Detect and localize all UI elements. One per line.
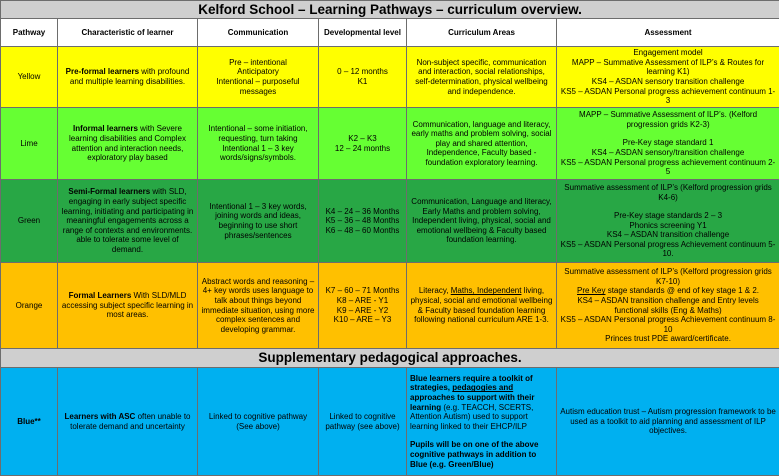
developmental-line: K7 – 60 – 71 Months	[325, 286, 400, 296]
developmental-cell	[319, 263, 407, 349]
header-curriculum: Curriculum Areas	[407, 19, 557, 47]
assessment-line: Pre-Key stage standard 1	[622, 138, 714, 148]
communication-cell	[198, 263, 319, 349]
header-pathway: Pathway	[1, 19, 58, 47]
assessment-line	[560, 286, 776, 296]
communication-cell	[198, 47, 319, 108]
curriculum-text: Literacy,	[418, 286, 451, 296]
developmental-cell	[319, 180, 407, 263]
learner-type: Informal learners	[73, 124, 138, 134]
assessment-line: Engagement model	[633, 48, 703, 58]
communication-line: Anticipatory	[237, 67, 279, 77]
pathway-row-yellow	[1, 47, 779, 108]
curriculum-cell	[407, 368, 557, 476]
assessment-line: KS4 – ASDAN sensory/transition challenge	[591, 148, 745, 157]
assessment-cell	[557, 47, 779, 108]
curriculum-text-underlined: Maths, Independent	[450, 286, 522, 296]
assessment-line: Summative assessment of ILP’s (Kelford progression grids K4-6)	[564, 182, 772, 202]
learner-description: With SLD/MLD accessing subject specific learning in most areas.	[61, 291, 194, 320]
communication-line: Intentional – some initiation, requesting, turn taking	[208, 124, 308, 143]
assessment-line: KS4 – ASDAN transition challenge and Entry levels functional skills (Eng & Maths)	[577, 295, 759, 315]
header-developmental: Developmental level	[319, 19, 407, 47]
title-row	[1, 1, 779, 19]
assessment-line: KS4 – ASDAN sensory transition challenge	[591, 77, 745, 86]
communication-line: Intentional 1 – 3 key words, joining words and ideas, beginning to use short phrases/sentences	[209, 201, 307, 240]
curriculum-cell: Communication, Language and literacy, Early Maths and problem solving, Independent living, physical, social and emotional wellbeing & Faculty based foundation learning.	[407, 180, 557, 263]
curriculum-note: Pupils will be on one of the above cognitive pathways in addition to Blue (e.g. Green/Blue)	[410, 440, 539, 469]
learner-characteristic	[58, 108, 198, 180]
assessment-spacer	[560, 129, 776, 138]
developmental-line: K10 – ARE – Y3	[333, 315, 392, 325]
learner-description: with SLD, engaging in early subject specific learning, initiating and participating in meaningful engagements across a range of contexts and environments. able to tolerate some level of demand.	[61, 187, 194, 254]
assessment-line: MAPP – Summative Assessment of ILP’s. (Kelford progression grids K2-3)	[579, 110, 758, 129]
assessment-spacer	[560, 202, 776, 211]
pathway-row-lime	[1, 108, 779, 180]
pathway-name: Orange	[1, 263, 58, 349]
pathway-row-blue	[1, 368, 779, 476]
developmental-line: K8 – ARE - Y1	[336, 295, 389, 305]
communication-line: Pre – intentional	[229, 57, 287, 67]
pathway-name: Yellow	[1, 47, 58, 108]
assessment-line: KS5 – ASDAN Personal progress achievement continuum 2-5	[560, 157, 776, 177]
learner-characteristic	[58, 263, 198, 349]
curriculum-cell: Communication, language and literacy, early maths and problem solving, social play and shared attention, Independence, Faculty based - foundation exploratory learning.	[407, 108, 557, 180]
curriculum-text: living, physical, social and emotional wellbeing & Faculty based foundation learning following national curriculum ARE 1-3.	[410, 286, 553, 325]
header-row	[1, 19, 779, 47]
learner-type: Formal Learners	[68, 291, 132, 301]
assessment-cell	[557, 263, 779, 349]
learner-type: Semi-Formal learners	[68, 187, 151, 197]
assessment-line: KS5 – ASDAN Personal progress Achievement continuum 5-10.	[560, 239, 776, 259]
assessment-line: Princes trust PDE award/certificate.	[605, 334, 731, 344]
communication-line: Abstract words and reasoning – 4+ key words uses language to talk about things beyond immediate situation, using more complex sentences and developing grammar.	[201, 276, 315, 334]
developmental-line: K4 – 24 – 36 Months	[325, 206, 400, 216]
page-title: Kelford School – Learning Pathways – curriculum overview.	[1, 1, 779, 19]
curriculum-cell	[407, 263, 557, 349]
learner-characteristic	[58, 368, 198, 476]
pathway-row-green	[1, 180, 779, 263]
learner-type: Learners with ASC	[64, 411, 136, 421]
developmental-line: K5 – 36 – 48 Months	[325, 216, 400, 226]
assessment-cell: Autism education trust – Autism progression framework to be used as a toolkit to aid planning and assessment of ILP objectives.	[557, 368, 779, 476]
communication-line: Intentional 1 – 3 key words/signs/symbols.	[219, 143, 297, 163]
communication-cell	[198, 108, 319, 180]
developmental-line: K2 – K3	[348, 133, 377, 143]
assessment-line: KS5 – ASDAN Personal progress Achievement continuum 8-10	[560, 315, 776, 334]
developmental-cell: Linked to cognitive pathway (see above)	[319, 368, 407, 476]
curriculum-text: Blue learners require a toolkit of strategies,	[410, 373, 533, 393]
learner-description: often unable to tolerate demand and uncertainty	[70, 411, 191, 431]
learner-characteristic	[58, 47, 198, 108]
developmental-line: K6 – 48 – 60 Months	[325, 225, 400, 235]
pathway-row-orange	[1, 263, 779, 349]
learner-description: with Severe learning disabilities and Complex attention and interaction needs, exploratory play based	[69, 124, 186, 163]
communication-cell	[198, 180, 319, 263]
developmental-line: K1	[357, 77, 368, 86]
learner-characteristic	[58, 180, 198, 263]
curriculum-cell: Non-subject specific, communication and interaction, social relationships, self-determination, physical wellbeing and independence.	[407, 47, 557, 108]
communication-line: Intentional – purposeful messages	[216, 77, 300, 96]
header-communication: Communication	[198, 19, 319, 47]
developmental-line: K9 – ARE - Y2	[336, 305, 389, 315]
assessment-line: Phonics screening Y1	[629, 220, 707, 230]
assessment-line: MAPP – Summative Assessment of ILP’s & Routes for learning K1)	[571, 57, 765, 77]
pathway-name: Green	[1, 180, 58, 263]
header-characteristic: Characteristic of learner	[58, 19, 198, 47]
developmental-line: 12 – 24 months	[334, 143, 391, 153]
pathway-name: Lime	[1, 108, 58, 180]
assessment-cell	[557, 108, 779, 180]
assessment-line: KS5 – ASDAN Personal progress achievement continuum 1-3	[560, 86, 776, 106]
header-assessment: Assessment	[557, 19, 779, 47]
pathway-name: Blue**	[1, 368, 58, 476]
developmental-cell	[319, 108, 407, 180]
curriculum-text: approaches to support with their learning	[410, 393, 535, 412]
curriculum-text: (e.g. TEACCH, SCERTS, Attention Autism) used to support learning linked to their EHCP/ILP	[410, 402, 534, 431]
assessment-text: stage standards @ end of key stage 1 & 2.	[605, 286, 760, 296]
assessment-line: KS4 – ASDAN transition challenge	[606, 230, 730, 240]
curriculum-text-underlined: pedagogies and	[452, 383, 514, 393]
communication-cell: Linked to cognitive pathway (See above)	[198, 368, 319, 476]
developmental-line: 0 – 12 months	[337, 67, 388, 77]
section-row	[1, 349, 779, 368]
curriculum-spacer	[410, 431, 553, 440]
assessment-line: Pre-Key stage standards 2 – 3	[614, 211, 723, 221]
assessment-cell	[557, 180, 779, 263]
assessment-underlined: Pre Key	[577, 286, 606, 296]
learner-type: Pre-formal learners	[65, 67, 140, 77]
learner-description: with profound and multiple learning disabilities.	[69, 67, 190, 86]
section-title: Supplementary pedagogical approaches.	[1, 349, 779, 368]
developmental-cell	[319, 47, 407, 108]
assessment-line: Summative assessment of ILP’s (Kelford progression grids K7-10)	[564, 267, 772, 286]
